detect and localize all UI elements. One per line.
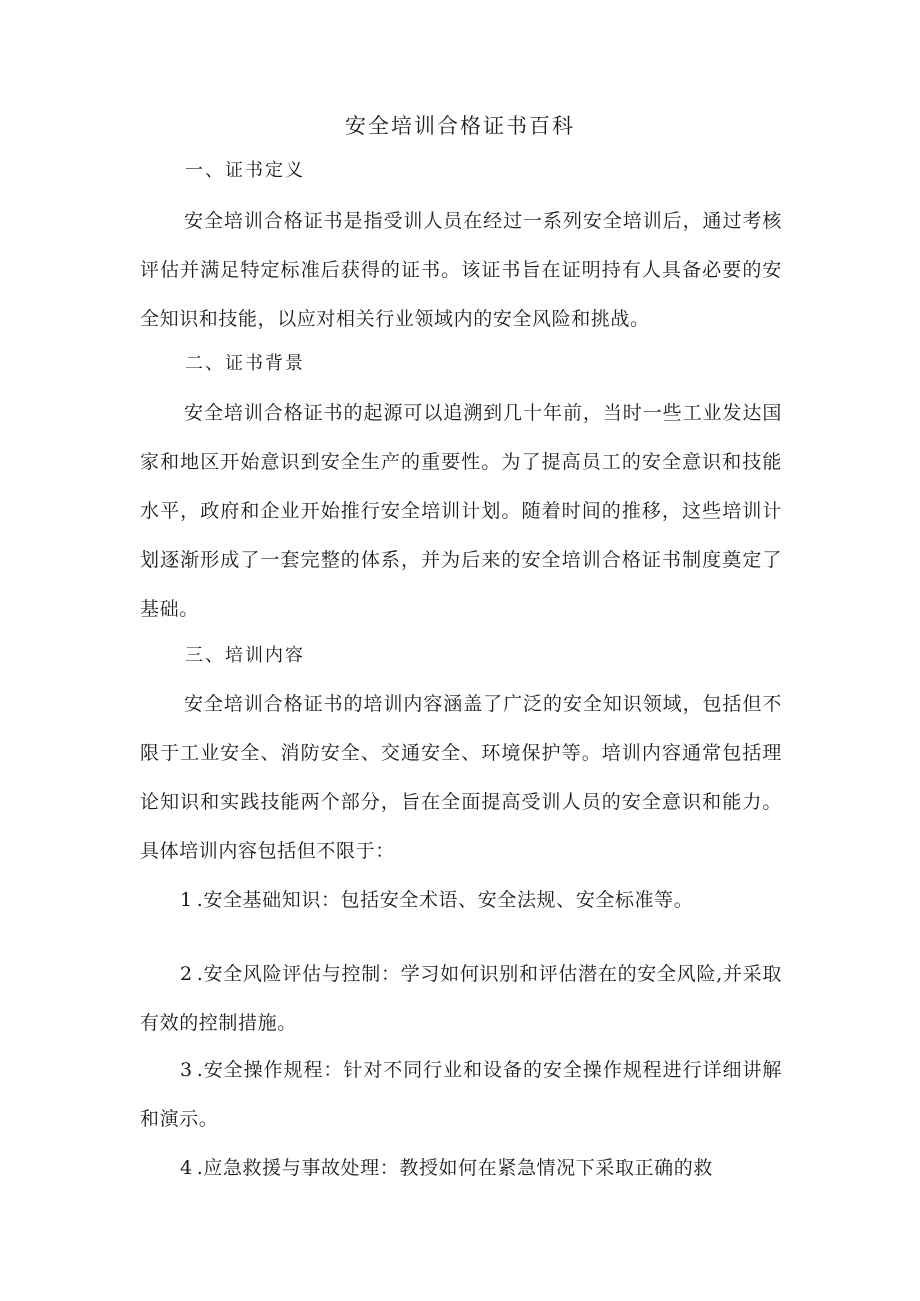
document-title: 安全培训合格证书百科 — [345, 114, 575, 138]
list-item — [140, 1046, 782, 1144]
list-item-number: 1 — [180, 889, 193, 911]
list-item-text: .安全风险评估与控制：学习如何识别和评估潜在的安全风险,并采取有效的控制措施。 — [140, 963, 782, 1034]
list-item-number: 3 — [180, 1059, 193, 1081]
paragraph-background: 安全培训合格证书的起源可以追溯到几十年前，当时一些工业发达国家和地区开始意识到安全生产的重要性。为了提高员工的安全意识和技能水平，政府和企业开始推行安全培训计划。随着时间的推移，这些培训计划逐渐形成了一套完整的体系，并为后来的安全培训合格证书制度奠定了基础。 — [140, 402, 782, 620]
list-item — [140, 950, 782, 1048]
paragraph-training-content: 安全培训合格证书的培训内容涵盖了广泛的安全知识领域，包括但不限于工业安全、消防安全、交通安全、环境保护等。培训内容通常包括理论知识和实践技能两个部分，旨在全面提高受训人员的安全意识和能力。具体培训内容包括但不限于： — [140, 693, 782, 862]
list-item-text: .应急救援与事故处理：教授如何在紧急情况下采取正确的救 — [196, 1157, 713, 1179]
section-heading-training-content: 三、培训内容 — [185, 645, 305, 666]
paragraph-definition: 安全培训合格证书是指受训人员在经过一系列安全培训后，通过考核评估并满足特定标准后获得的证书。该证书旨在证明持有人具备必要的安全知识和技能，以应对相关行业领域内的安全风险和挑战。 — [140, 210, 782, 330]
section-heading-background: 二、证书背景 — [185, 353, 305, 374]
section-heading-definition: 一、证书定义 — [185, 160, 305, 181]
list-item-text: .安全基础知识：包括安全术语、安全法规、安全标准等。 — [196, 889, 694, 911]
list-item-number: 2 — [180, 963, 193, 985]
list-item-number: 4 — [180, 1157, 193, 1179]
list-item-text: .安全操作规程：针对不同行业和设备的安全操作规程进行详细讲解和演示。 — [140, 1059, 782, 1130]
list-item — [140, 1144, 782, 1193]
list-item — [140, 876, 782, 925]
